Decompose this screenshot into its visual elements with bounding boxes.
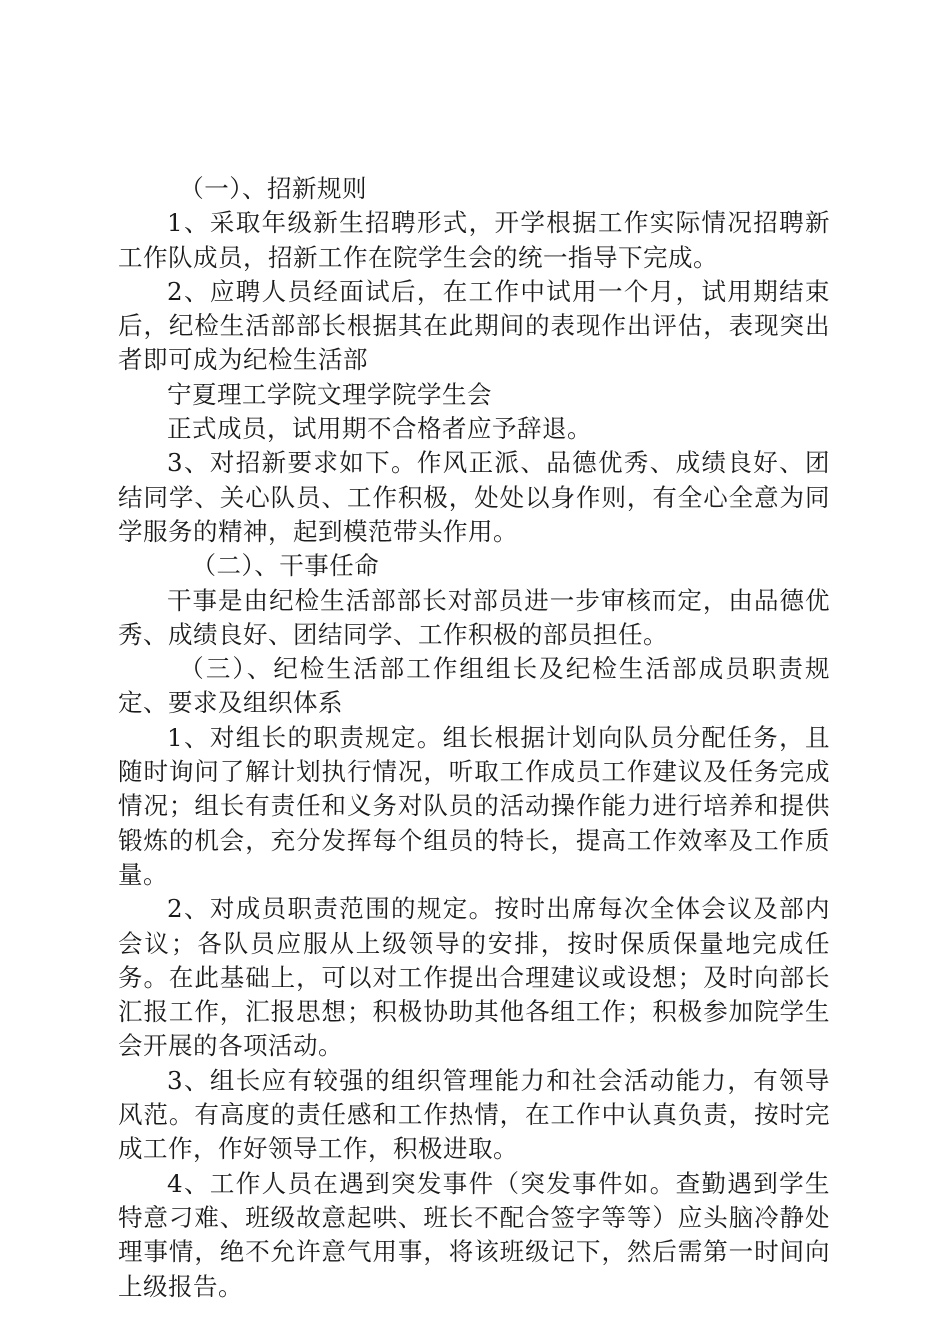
section-heading-officer-appointment: （二）、干事任命 <box>191 551 380 581</box>
paragraph: 3、对招新要求如下。作风正派、品德优秀、成绩良好、团结同学、关心队员、工作积极，处处以身作则，有全心全意为同学服务的精神，起到模范带头作用。 <box>118 448 830 546</box>
document-body <box>118 172 830 1304</box>
paragraph: 1、采取年级新生招聘形式，开学根据工作实际情况招聘新工作队成员，招新工作在院学生会的统一指导下完成。 <box>118 208 830 272</box>
paragraph: 2、应聘人员经面试后，在工作中试用一个月，试用期结束后，纪检生活部部长根据其在此期间的表现作出评估，表现突出者即可成为纪检生活部 <box>118 276 830 375</box>
paragraph: 干事是由纪检生活部部长对部员进一步审核而定，由品德优秀、成绩良好、团结同学、工作积极的部员担任。 <box>118 585 830 649</box>
paragraph: 2、对成员职责范围的规定。按时出席每次全体会议及部内会议；各队员应服从上级领导的安排，按时保质保量地完成任务。在此基础上，可以对工作提出合理建议或设想；及时向部长汇报工作，汇报思想；积极协助其他各组工作；积极参加院学生会开展的各项活动。 <box>118 894 830 1061</box>
paragraph: 正式成员，试用期不合格者应予辞退。 <box>167 414 592 444</box>
section-heading-recruitment-rules: （一）、招新规则 <box>179 174 367 203</box>
paragraph: 1、对组长的职责规定。组长根据计划向队员分配任务，且随时询问了解计划执行情况，听取工作成员工作建议及任务完成情况；组长有责任和义务对队员的活动操作能力进行培养和提供锻炼的机会，充分发挥每个组员的特长，提高工作效率及工作质量。 <box>118 722 830 889</box>
paragraph: 4、工作人员在遇到突发事件（突发事件如。查勤遇到学生特意刁难、班级故意起哄、班长不配合签字等等）应头脑冷静处理事情，绝不允许意气用事，将该班级记下，然后需第一时间向上级报告。 <box>118 1168 830 1301</box>
header-line: 宁夏理工学院文理学院学生会 <box>167 379 492 409</box>
paragraph: 3、组长应有较强的组织管理能力和社会活动能力，有领导风范。有高度的责任感和工作热情，在工作中认真负责，按时完成工作，作好领导工作，积极进取。 <box>118 1065 830 1164</box>
section-heading-duties: （三）、纪检生活部工作组组长及纪检生活部成员职责规定、要求及组织体系 <box>118 654 830 718</box>
